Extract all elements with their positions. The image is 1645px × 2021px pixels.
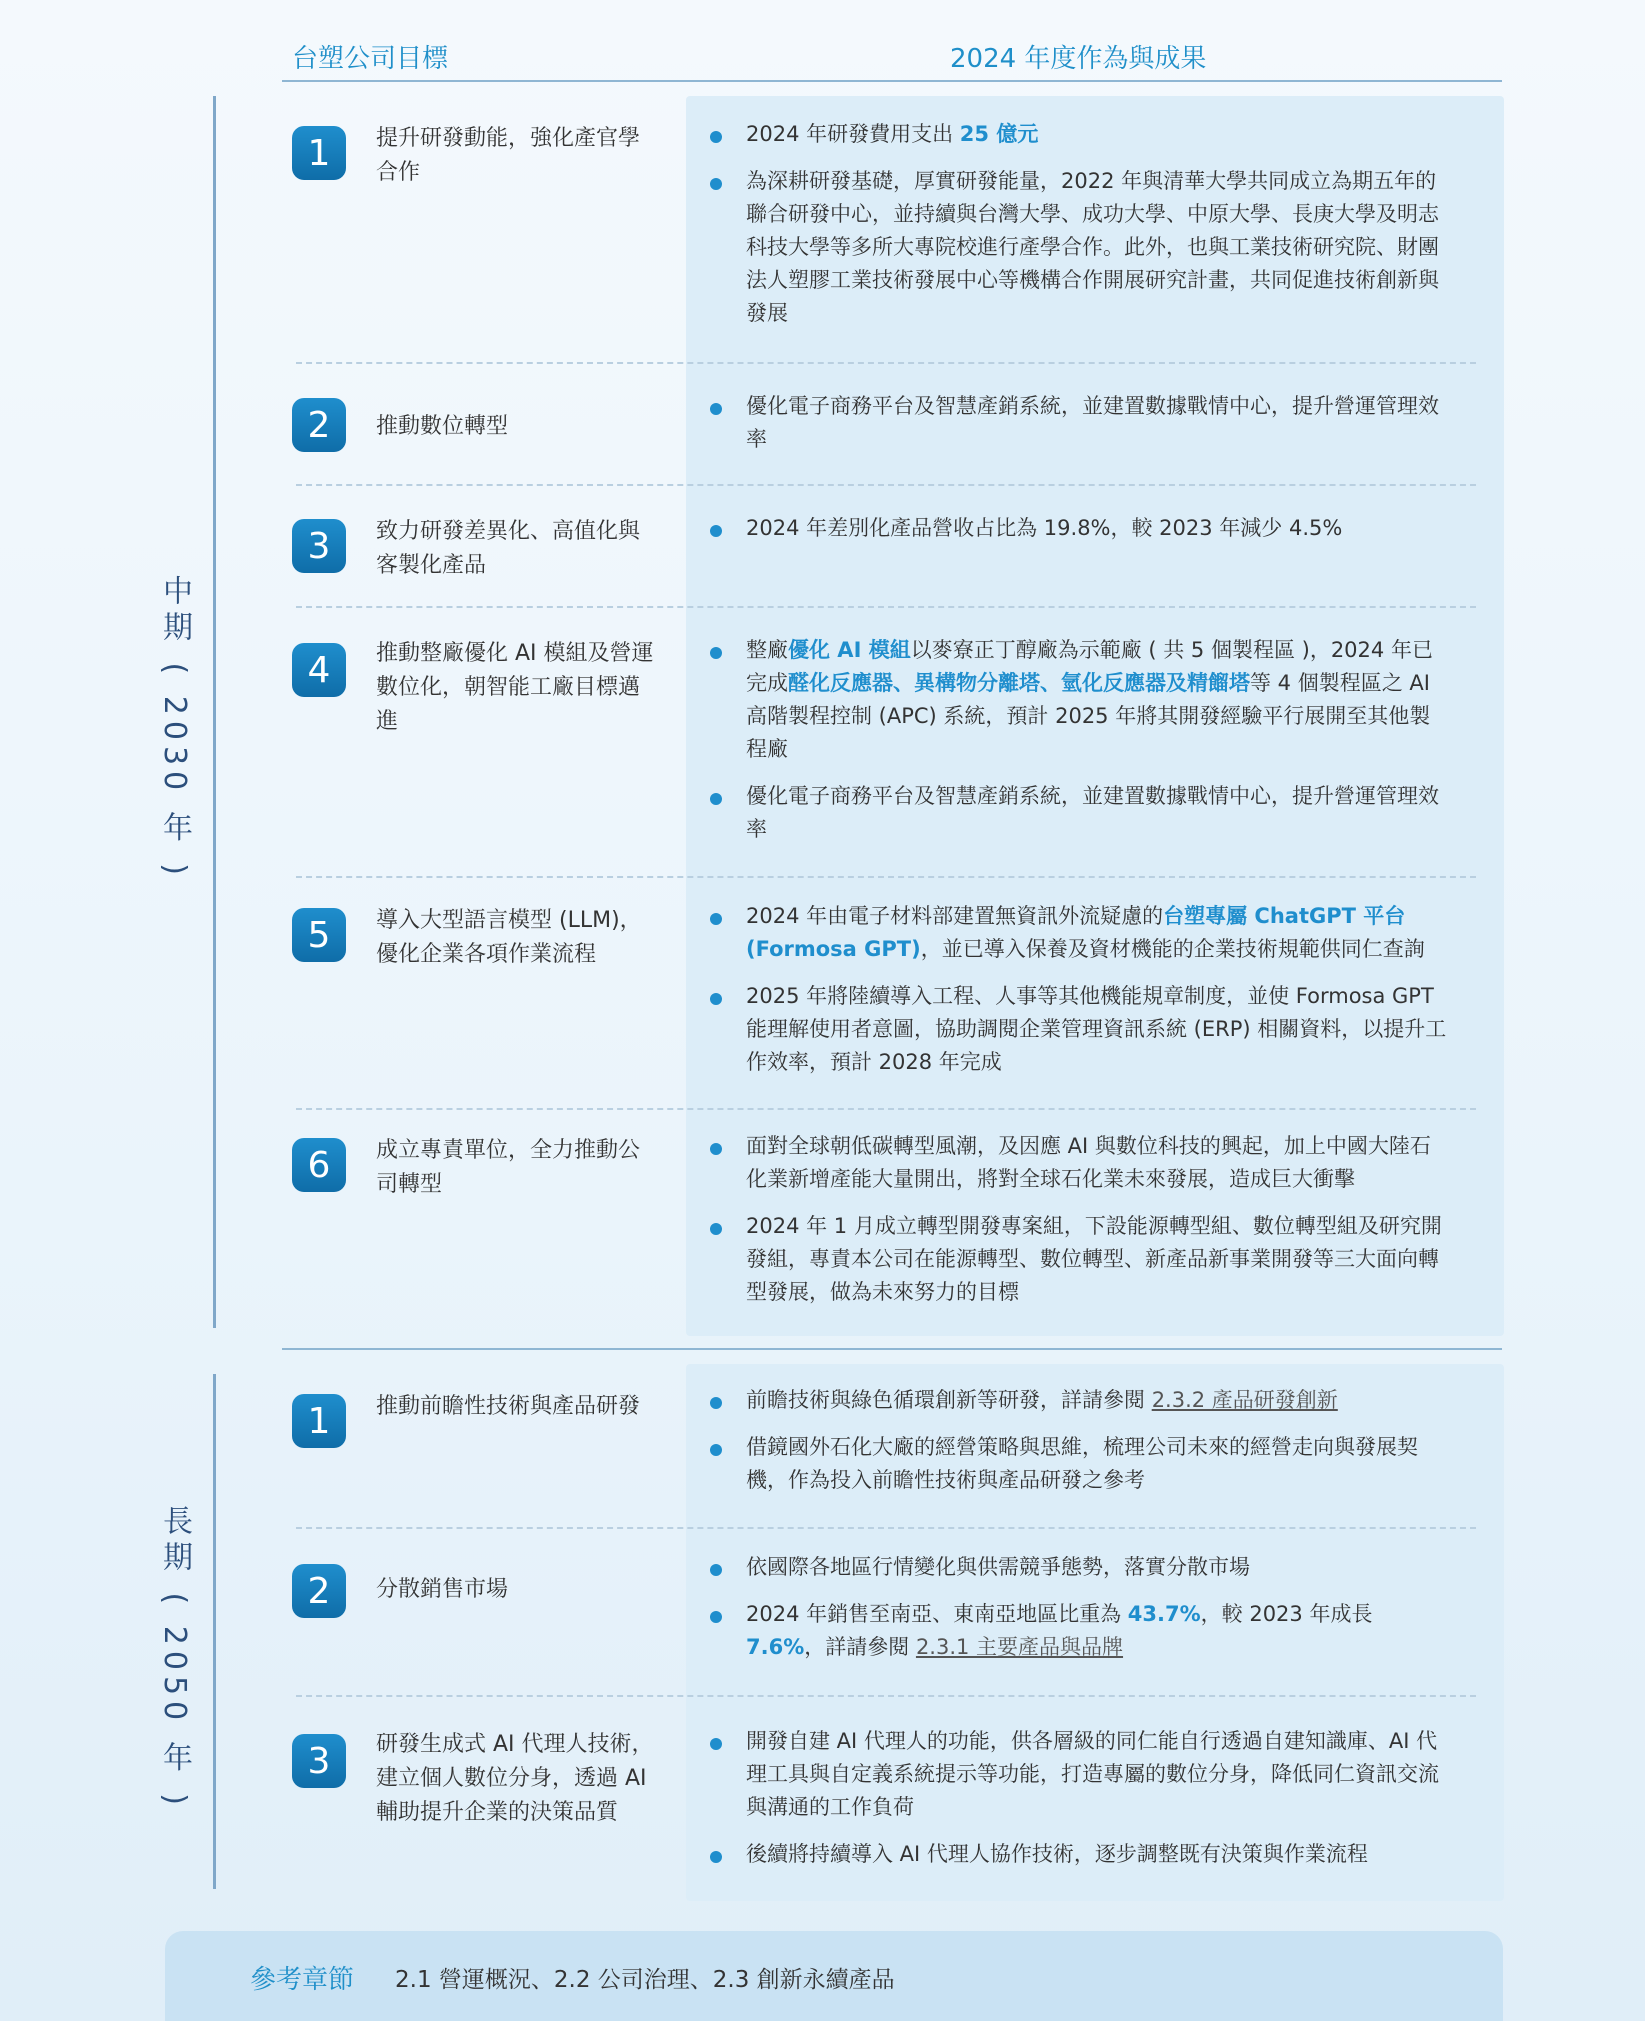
- period-label-mid: 中期 ( 2030 年 ): [157, 575, 192, 881]
- long-goal-title-3: 研發生成式 AI 代理人技術，建立個人數位分身，透過 AI 輔助提升企業的決策品質: [376, 1732, 654, 1825]
- bullet-text: ，並已導入保養及資材機能的企業技術規範供同仁查詢: [920, 937, 1425, 961]
- long-goal-title-1: 推動前瞻性技術與產品研發: [376, 1394, 641, 1419]
- mid-goal-title-3: 致力研發差異化、高值化與客製化產品: [376, 519, 641, 578]
- row-divider: [296, 1108, 1476, 1110]
- section-divider: [282, 1348, 1502, 1350]
- long-goal-title-2: 分散銷售市場: [376, 1577, 509, 1602]
- bullet-text: 2024 年研發費用支出: [746, 122, 960, 146]
- highlight-text: 7.6%: [746, 1635, 805, 1659]
- long-goal-results-1: [710, 1384, 1450, 1511]
- period-label-long: 長期 ( 2050 年 ): [157, 1505, 192, 1811]
- bullet-text: 開發自建 AI 代理人的功能，供各層級的同仁能自行透過自建知識庫、AI 代理工具與自定義系統提示等功能，打造專屬的數位分身，降低同仁資訊交流與溝通的工作負荷: [746, 1729, 1439, 1819]
- highlight-text: 43.7%: [1127, 1602, 1201, 1626]
- mid-goal-title-2: 推動數位轉型: [376, 414, 509, 439]
- mid-goal-number-6: 6: [292, 1138, 346, 1192]
- result-bullet: [710, 1838, 1450, 1871]
- highlight-text: 台塑專屬 ChatGPT 平台 (Formosa GPT): [746, 904, 1406, 961]
- result-bullet: [710, 512, 1450, 545]
- row-divider: [296, 876, 1476, 878]
- bullet-text: ，較 2023 年成長: [1200, 1602, 1373, 1626]
- row-divider: [296, 1527, 1476, 1529]
- mid-goal-number-2: 2: [292, 398, 346, 452]
- bullet-text: 以麥寮正丁醇廠為示範廠 ( 共 5 個製程區 )，2024 年已完成: [746, 638, 1433, 695]
- reference-chapters: 2.1 營運概況、2.2 公司治理、2.3 創新永續產品: [395, 1967, 895, 1993]
- reference-box: [165, 1931, 1503, 2021]
- bullet-text: 為深耕研發基礎，厚實研發能量，2022 年與清華大學共同成立為期五年的聯合研發中心，並持續與台灣大學、成功大學、中原大學、長庚大學及明志科技大學等多所大專院校進行產學合作。此外，也與工業技術研究院、財團法人塑膠工業技術發展中心等機構合作開展研究計畫，共同促進技術創新與發展: [746, 169, 1439, 325]
- highlight-text: 醛化反應器、異構物分離塔、氫化反應器及精餾塔: [788, 671, 1250, 695]
- long-goal-number-3: 3: [292, 1734, 346, 1788]
- highlight-text: 25 億元: [959, 122, 1039, 146]
- mid-goal-results-2: [710, 390, 1450, 470]
- result-bullet: [710, 118, 1450, 151]
- mid-goal-title-6: 成立專責單位，全力推動公司轉型: [376, 1138, 641, 1197]
- result-bullet: [710, 390, 1450, 456]
- highlight-text: 優化 AI 模組: [788, 638, 911, 662]
- result-bullet: [710, 780, 1450, 846]
- mid-goal-title-1: 提升研發動能，強化產官學合作: [376, 126, 641, 185]
- long-goal-results-3: [710, 1725, 1450, 1885]
- result-bullet: [710, 1130, 1450, 1196]
- mid-goal-results-5: [710, 900, 1450, 1093]
- mid-goal-results-6: [710, 1130, 1450, 1323]
- bullet-text: 2024 年差別化產品營收占比為 19.8%，較 2023 年減少 4.5%: [746, 516, 1343, 540]
- result-bullet: [710, 900, 1450, 966]
- bullet-text: 優化電子商務平台及智慧產銷系統，並建置數據戰情中心，提升營運管理效率: [746, 784, 1439, 841]
- bullet-text: 面對全球朝低碳轉型風潮，及因應 AI 與數位科技的興起，加上中國大陸石化業新增產能大量開出，將對全球石化業未來發展，造成巨大衝擊: [746, 1134, 1431, 1191]
- bullet-text: 借鏡國外石化大廠的經營策略與思維，梳理公司未來的經營走向與發展契機，作為投入前瞻性技術與產品研發之參考: [746, 1435, 1418, 1492]
- mid-goal-number-1: 1: [292, 126, 346, 180]
- result-bullet: [710, 634, 1450, 766]
- long-term-timeline: [213, 1374, 216, 1889]
- mid-goal-number-5: 5: [292, 908, 346, 962]
- mid-goal-results-1: [710, 118, 1450, 344]
- mid-term-timeline: [213, 96, 216, 1328]
- bullet-text: 2024 年 1 月成立轉型開發專案組，下設能源轉型組、數位轉型組及研究開發組，專責本公司在能源轉型、數位轉型、新產品新事業開發等三大面向轉型發展，做為未來努力的目標: [746, 1214, 1442, 1304]
- bullet-text: ，詳請參閱: [804, 1635, 916, 1659]
- result-bullet: [710, 1725, 1450, 1824]
- bullet-text: 前瞻技術與綠色循環創新等研發，詳請參閱: [746, 1388, 1152, 1412]
- result-bullet: [710, 1431, 1450, 1497]
- row-divider: [296, 606, 1476, 608]
- mid-goal-title-5: 導入大型語言模型 (LLM)，優化企業各項作業流程: [376, 908, 642, 967]
- bullet-text: 2024 年銷售至南亞、東南亞地區比重為: [746, 1602, 1128, 1626]
- bullet-text: 2024 年由電子材料部建置無資訊外流疑慮的: [746, 904, 1164, 928]
- column-header-goals: 台塑公司目標: [292, 44, 449, 74]
- bullet-text: 等 4 個製程區之 AI 高階製程控制 (APC) 系統，預計 2025 年將其開發經驗平行展開至其他製程廠: [746, 671, 1431, 761]
- long-goal-number-1: 1: [292, 1394, 346, 1448]
- result-bullet: [710, 1384, 1450, 1417]
- row-divider: [296, 1695, 1476, 1697]
- chapter-link[interactable]: 2.3.1 主要產品與品牌: [915, 1635, 1124, 1659]
- chapter-link[interactable]: 2.3.2 產品研發創新: [1151, 1388, 1338, 1412]
- reference-label: 參考章節: [250, 1965, 355, 1995]
- header-divider: [282, 80, 1502, 82]
- column-header-results: 2024 年度作為與成果: [950, 44, 1207, 74]
- result-bullet: [710, 1598, 1450, 1664]
- mid-goal-results-4: [710, 634, 1450, 860]
- row-divider: [296, 484, 1476, 486]
- result-bullet: [710, 1210, 1450, 1309]
- long-goal-number-2: 2: [292, 1564, 346, 1618]
- bullet-text: 整廠: [746, 638, 788, 662]
- bullet-text: 優化電子商務平台及智慧產銷系統，並建置數據戰情中心，提升營運管理效率: [746, 394, 1439, 451]
- mid-goal-number-4: 4: [292, 643, 346, 697]
- mid-goal-results-3: [710, 512, 1450, 559]
- mid-goal-title-4: 推動整廠優化 AI 模組及營運數位化，朝智能工廠目標邁進: [376, 641, 654, 734]
- mid-goal-number-3: 3: [292, 519, 346, 573]
- long-goal-results-2: [710, 1551, 1450, 1678]
- result-bullet: [710, 1551, 1450, 1584]
- result-bullet: [710, 980, 1450, 1079]
- bullet-text: 依國際各地區行情變化與供需競爭態勢，落實分散市場: [746, 1555, 1250, 1579]
- bullet-text: 2025 年將陸續導入工程、人事等其他機能規章制度，並使 Formosa GPT 能理解使用者意圖，協助調閱企業管理資訊系統 (ERP) 相關資料，以提升工作效率，預計 2028 年完成: [746, 984, 1447, 1074]
- result-bullet: [710, 165, 1450, 330]
- row-divider: [296, 362, 1476, 364]
- bullet-text: 後續將持續導入 AI 代理人協作技術，逐步調整既有決策與作業流程: [746, 1842, 1368, 1866]
